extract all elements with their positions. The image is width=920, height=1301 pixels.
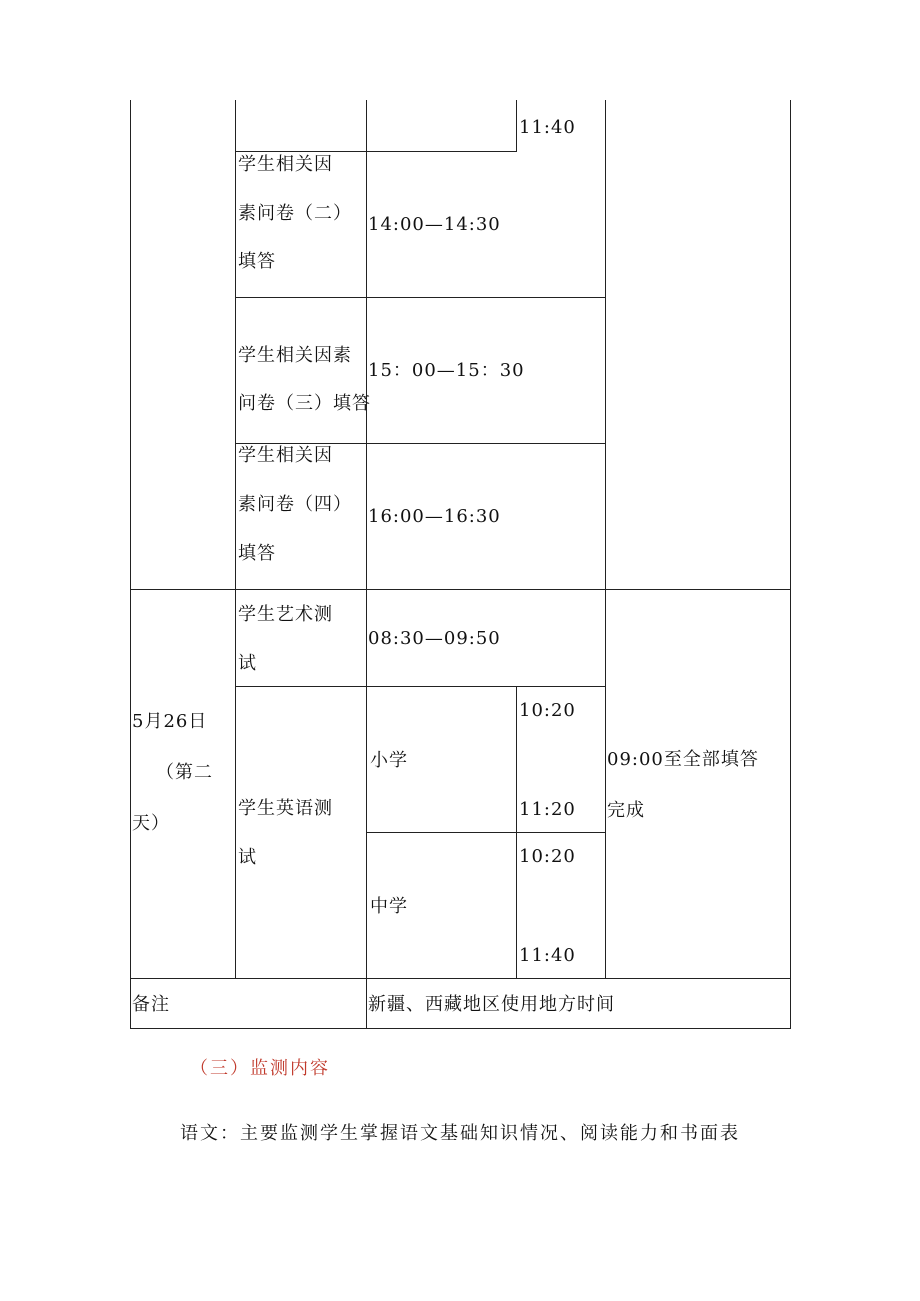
table-line — [366, 832, 606, 833]
time-end: 11:20 — [519, 799, 576, 820]
time-range: 15：00—15：30 — [368, 360, 525, 381]
table-line — [235, 686, 606, 687]
task-name-line: 问卷（三）填答 — [238, 393, 371, 414]
body-paragraph: 语文：主要监测学生掌握语文基础知识情况、阅读能力和书面表 — [180, 1123, 740, 1144]
questionnaire-window-line: 完成 — [607, 800, 645, 821]
table-border-right — [790, 100, 791, 1029]
table-line — [366, 151, 517, 152]
remark-text: 新疆、西藏地区使用地方时间 — [368, 994, 615, 1015]
table-line — [235, 297, 606, 298]
time-range: 08:30—09:50 — [368, 628, 501, 649]
task-name-line: 试 — [238, 847, 257, 868]
date-line: （第二 — [156, 762, 213, 783]
time-start: 10:20 — [519, 846, 576, 867]
table-line — [235, 100, 236, 979]
table-line — [130, 589, 791, 590]
school-level: 小学 — [370, 750, 408, 771]
table-line — [130, 978, 791, 979]
time-end: 11:40 — [519, 117, 576, 138]
remark-label: 备注 — [132, 994, 170, 1015]
table-line — [605, 100, 606, 979]
task-name-line: 填答 — [238, 251, 276, 272]
task-name-line: 学生英语测 — [238, 798, 333, 819]
time-end: 11:40 — [519, 945, 576, 966]
section-heading: （三）监测内容 — [190, 1058, 330, 1079]
task-name-line: 试 — [238, 653, 257, 674]
task-name-line: 素问卷（二） — [238, 203, 352, 224]
time-range: 14:00—14:30 — [368, 214, 501, 235]
table-line — [235, 151, 366, 152]
table-line — [516, 687, 517, 979]
table-line — [235, 443, 606, 444]
table-line — [516, 100, 517, 152]
table-border-left — [130, 100, 131, 1029]
table-line — [366, 100, 367, 1029]
task-name-line: 学生艺术测 — [238, 604, 333, 625]
task-name-line: 学生相关因 — [238, 445, 333, 466]
task-name-line: 学生相关因 — [238, 154, 333, 175]
table-border-bottom — [130, 1028, 791, 1029]
questionnaire-window-line: 09:00至全部填答 — [607, 749, 759, 770]
task-name-line: 素问卷（四） — [238, 494, 352, 515]
date-line: 5月26日 — [132, 711, 208, 732]
task-name-line: 填答 — [238, 543, 276, 564]
task-name-line: 学生相关因素 — [238, 345, 352, 366]
date-line: 天） — [132, 813, 170, 834]
time-start: 10:20 — [519, 700, 576, 721]
time-range: 16:00—16:30 — [368, 506, 501, 527]
school-level: 中学 — [370, 896, 408, 917]
